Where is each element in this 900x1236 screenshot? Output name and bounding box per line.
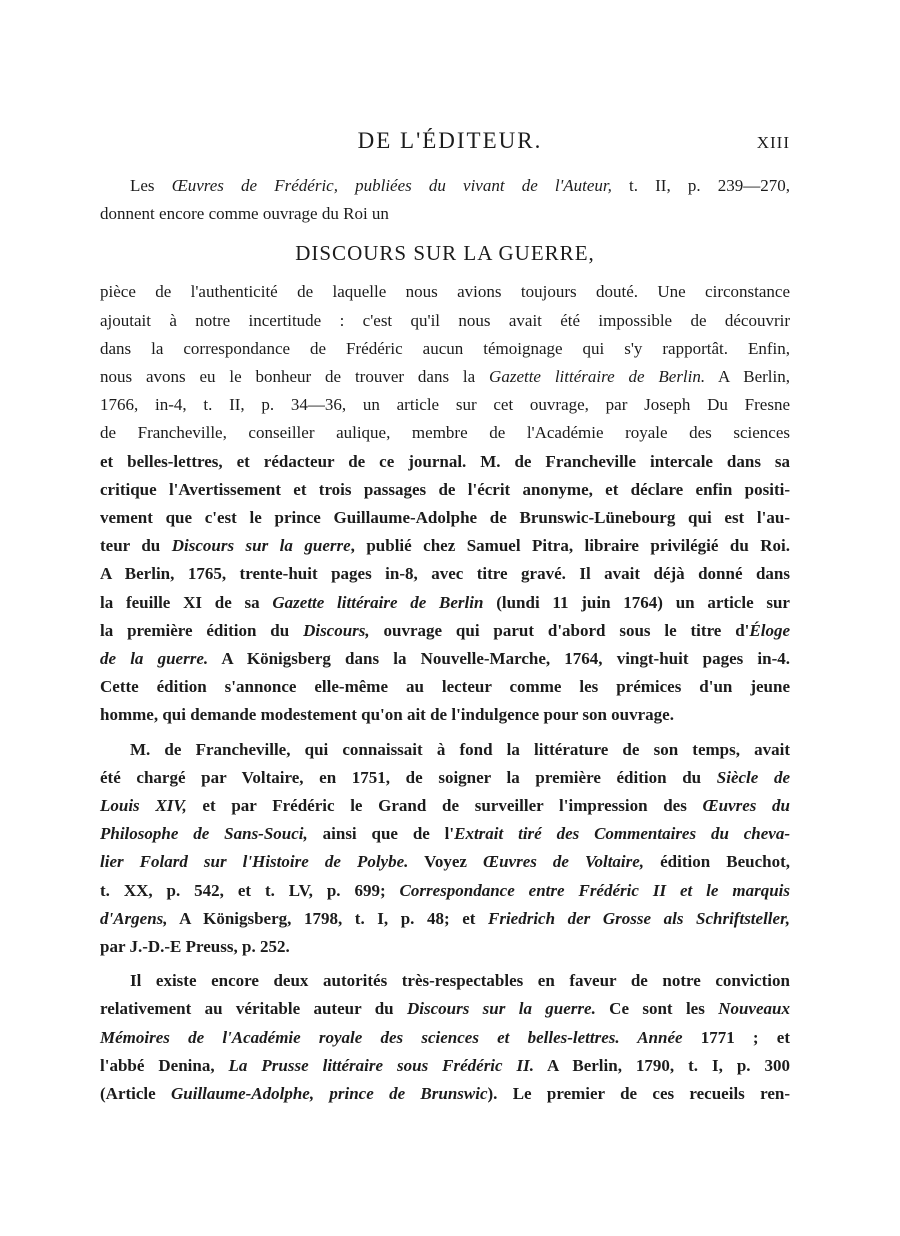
text-segment: Gazette littéraire de Berlin. (489, 367, 706, 387)
text-segment: Discours sur la guerre. (406, 999, 596, 1019)
text-segment: de la guerre. (100, 649, 209, 669)
text-segment: d'Argens, (100, 908, 168, 928)
running-head (0, 128, 900, 158)
text-segment: homme, qui demande modestement qu'on ait de l'indulgence pour son ouvrage. (100, 705, 674, 725)
text-line (100, 1080, 790, 1108)
text-segment: édition Beuchot, (644, 852, 790, 872)
text-segment: Friedrich der Grosse als Schriftsteller, (488, 908, 790, 928)
text-line (100, 764, 790, 792)
text-line (100, 848, 790, 876)
text-line (100, 792, 790, 820)
text-segment: et par Frédéric le Grand de surveiller l'impression des (186, 796, 703, 816)
text-line (100, 391, 790, 419)
text-segment: (lundi 11 juin 1764) un article sur (483, 592, 790, 612)
text-line (100, 701, 790, 729)
text-segment: 1766, in-4, t. II, p. 34—36, un article sur cet ouvrage, par Joseph Du Fresne (100, 395, 790, 415)
text-line (100, 673, 790, 701)
text-segment: Les (130, 176, 172, 195)
text-line (100, 617, 790, 645)
text-segment: M. de Francheville, qui connaissait à fond la littérature de son temps, avait (130, 739, 790, 759)
text-segment: Philosophe de Sans-Souci, (100, 824, 308, 844)
text-line (100, 933, 790, 961)
text-segment: Mémoires de l'Académie royale des sciences et belles-lettres. Année (100, 1027, 683, 1047)
text-segment: Œuvres de Frédéric, publiées du vivant de l'Auteur, (171, 176, 612, 195)
text-segment: donnent encore comme ouvrage du Roi un (100, 204, 389, 224)
text-segment: Discours, (303, 620, 370, 640)
text-line (100, 278, 790, 306)
text-segment: Gazette littéraire de Berlin (272, 592, 484, 612)
text-line (100, 589, 790, 617)
text-line (100, 419, 790, 447)
text-segment: relativement au véritable auteur du (100, 999, 407, 1019)
text-segment: t. XX, p. 542, et t. LV, p. 699; (100, 880, 400, 900)
text-segment: Œuvres du (702, 796, 791, 816)
text-segment: Œuvres de Voltaire, (483, 852, 645, 872)
text-segment: la feuille XI de sa (100, 592, 273, 612)
text-segment: ouvrage qui parut d'abord sous le titre d' (369, 620, 750, 640)
page-number: XIII (756, 133, 790, 152)
paragraph-2 (100, 736, 790, 962)
text-segment: Siècle de (716, 767, 790, 787)
text-line (100, 172, 790, 200)
text-segment: et belles-lettres, et rédacteur de ce journal. M. de Francheville intercale dans sa (100, 451, 790, 471)
paragraph-3 (100, 967, 790, 1108)
text-segment: vement que c'est le prince Guillaume-Adolphe de Brunswic-Lünebourg qui est l'au- (100, 508, 790, 528)
text-segment: l'abbé Denina, (100, 1055, 229, 1075)
text-segment: A Berlin, (705, 367, 790, 387)
text-line (100, 736, 790, 764)
text-segment: Cette édition s'annonce elle-même au lecteur comme les prémices d'un jeune (100, 677, 790, 697)
text-line (100, 200, 790, 228)
text-line (100, 363, 790, 391)
text-line (100, 476, 790, 504)
text-segment: Correspondance entre Frédéric II et le marquis (399, 880, 790, 900)
text-line (100, 532, 790, 560)
text-segment: la première édition du (100, 620, 304, 640)
intro-paragraph (100, 172, 790, 228)
text-segment: par J.-D.-E Preuss, p. 252. (100, 937, 290, 957)
text-segment: lier Folard sur l'Histoire de Polybe. (100, 852, 409, 872)
text-segment: Voyez (408, 852, 484, 872)
text-segment: nous avons eu le bonheur de trouver dans la (100, 367, 490, 387)
text-segment: dans la correspondance de Frédéric aucun témoignage qui s'y rapportât. Enfin, (100, 338, 790, 358)
text-segment: (Article (100, 1084, 171, 1104)
text-segment: A Königsberg dans la Nouvelle-Marche, 1764, vingt-huit pages in-4. (208, 649, 791, 669)
text-segment: La Prusse littéraire sous Frédéric II. (228, 1055, 535, 1075)
text-line (100, 820, 790, 848)
text-line (100, 504, 790, 532)
text-line (100, 1024, 790, 1052)
text-line (100, 645, 790, 673)
text-line (100, 877, 790, 905)
text-segment: Louis XIV, (100, 796, 187, 816)
text-segment: Nouveaux (718, 999, 790, 1019)
text-segment: pièce de l'authenticité de laquelle nous avions toujours douté. Une circonstance (100, 282, 790, 302)
text-line (100, 967, 790, 995)
text-segment: Ce sont les (595, 999, 719, 1019)
text-line (100, 560, 790, 588)
paragraph-1 (100, 278, 790, 729)
text-segment: A Königsberg, 1798, t. I, p. 48; et (167, 908, 488, 928)
text-segment: , publié chez Samuel Pitra, libraire privilégié du Roi. (350, 536, 790, 556)
text-segment: Guillaume-Adolphe, prince de Brunswic (170, 1084, 488, 1104)
text-segment: A Berlin, 1790, t. I, p. 300 (534, 1055, 791, 1075)
text-segment: critique l'Avertissement et trois passages de l'écrit anonyme, et déclare enfin positi- (100, 479, 790, 499)
text-segment: ). Le premier de ces recueils ren- (487, 1084, 790, 1104)
text-line (100, 335, 790, 363)
text-segment: été chargé par Voltaire, en 1751, de soigner la première édition du (100, 767, 717, 787)
text-segment: teur du (100, 536, 172, 556)
text-segment: 1771 ; et (682, 1027, 790, 1047)
text-segment: ainsi que de l' (307, 824, 455, 844)
text-segment: A Berlin, 1765, trente-huit pages in-8, avec titre gravé. Il avait déjà donné dans (100, 564, 790, 584)
text-segment: ajoutait à notre incertitude : c'est qu'il nous avait été impossible de découvrir (100, 310, 790, 330)
text-line (100, 905, 790, 933)
section-title: DISCOURS SUR LA GUERRE, (295, 241, 595, 266)
text-line (100, 448, 790, 476)
text-line (100, 995, 790, 1023)
text-segment: Discours sur la guerre (171, 536, 351, 556)
text-segment: Extrait tiré des Commentaires du cheva- (454, 824, 791, 844)
text-segment: Il existe encore deux autorités très-respectables en faveur de notre conviction (130, 971, 790, 991)
text-line (100, 307, 790, 335)
text-segment: t. II, p. 239—270, (611, 176, 790, 195)
text-segment: Éloge (749, 620, 790, 640)
text-line (100, 1052, 790, 1080)
running-title: DE L'ÉDITEUR. (357, 128, 543, 153)
body-text (100, 172, 790, 1108)
text-segment: de Francheville, conseiller aulique, membre de l'Académie royale des sciences (100, 423, 790, 443)
